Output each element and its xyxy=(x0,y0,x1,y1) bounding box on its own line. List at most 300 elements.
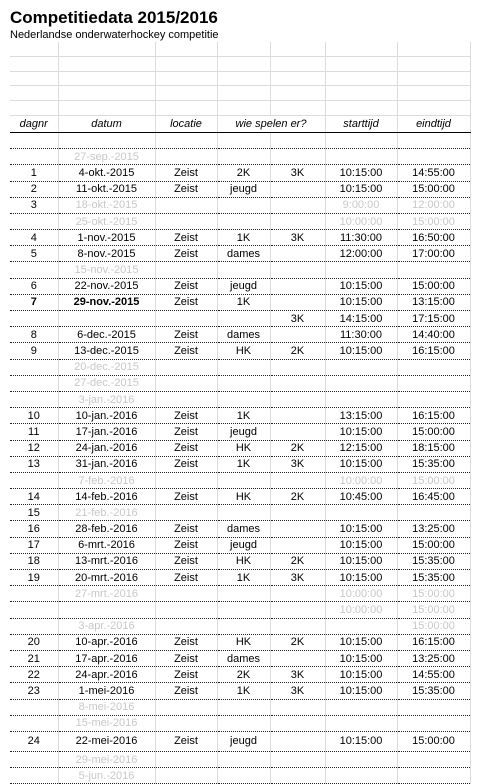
table-row xyxy=(10,181,470,197)
cell-dagnr: 22 xyxy=(10,667,58,683)
blank-row xyxy=(10,86,470,101)
table-row xyxy=(10,650,470,666)
cell-eindtijd: 16:50:00 xyxy=(397,230,470,246)
cell-locatie xyxy=(155,375,217,391)
cell-starttijd xyxy=(325,715,397,731)
cell-starttijd: 10:00:00 xyxy=(325,586,397,602)
cell-wie-2 xyxy=(270,472,325,488)
cell-wie-1: HK xyxy=(217,553,270,569)
cell-starttijd: 10:15:00 xyxy=(325,294,397,310)
header-starttijd: starttijd xyxy=(325,115,397,132)
cell-wie-1 xyxy=(217,472,270,488)
cell-dagnr: 2 xyxy=(10,181,58,197)
cell-dagnr xyxy=(10,586,58,602)
header-wie: wie spelen er? xyxy=(217,115,325,132)
cell-eindtijd: 15:35:00 xyxy=(397,570,470,586)
cell-wie-2 xyxy=(270,213,325,229)
cell-wie-2 xyxy=(270,408,325,424)
cell-wie-2 xyxy=(270,715,325,731)
cell-datum xyxy=(58,602,155,618)
table-row xyxy=(10,230,470,246)
table-row xyxy=(10,505,470,521)
cell-locatie: Zeist xyxy=(155,521,217,537)
cell-wie-2 xyxy=(270,375,325,391)
cell-wie-2 xyxy=(270,132,325,148)
cell-wie-1: 1K xyxy=(217,408,270,424)
cell-wie-2 xyxy=(270,262,325,278)
cell-dagnr: 9 xyxy=(10,343,58,359)
cell-eindtijd xyxy=(397,715,470,731)
cell-datum: 25-okt.-2015 xyxy=(58,213,155,229)
cell-starttijd: 10:15:00 xyxy=(325,537,397,553)
cell-eindtijd: 15:35:00 xyxy=(397,456,470,472)
cell-starttijd xyxy=(325,375,397,391)
cell-wie-1: jeugd xyxy=(217,278,270,294)
cell-datum: 6-mrt.-2016 xyxy=(58,537,155,553)
cell-datum: 8-nov.-2015 xyxy=(58,246,155,262)
cell-eindtijd: 13:25:00 xyxy=(397,521,470,537)
cell-wie-2: 3K xyxy=(270,165,325,181)
cell-wie-2 xyxy=(270,751,325,767)
blank-row xyxy=(10,42,470,56)
cell-wie-1 xyxy=(217,699,270,715)
cell-dagnr: 11 xyxy=(10,424,58,440)
cell-eindtijd: 15:00:00 xyxy=(397,537,470,553)
table-row xyxy=(10,246,470,262)
table-row xyxy=(10,375,470,391)
cell-dagnr xyxy=(10,359,58,375)
table-row xyxy=(10,440,470,456)
cell-datum xyxy=(58,311,155,327)
table-row xyxy=(10,294,470,310)
cell-locatie: Zeist xyxy=(155,278,217,294)
header-datum: datum xyxy=(58,115,155,132)
cell-datum: 24-apr.-2016 xyxy=(58,667,155,683)
table-row xyxy=(10,278,470,294)
cell-starttijd: 10:15:00 xyxy=(325,570,397,586)
table-row xyxy=(10,586,470,602)
cell-dagnr xyxy=(10,213,58,229)
schedule-table xyxy=(10,42,471,784)
cell-dagnr: 18 xyxy=(10,553,58,569)
cell-eindtijd: 17:15:00 xyxy=(397,311,470,327)
table-row xyxy=(10,751,470,767)
cell-locatie: Zeist xyxy=(155,165,217,181)
cell-locatie: Zeist xyxy=(155,294,217,310)
cell-dagnr xyxy=(10,699,58,715)
cell-eindtijd: 17:00:00 xyxy=(397,246,470,262)
cell-locatie: Zeist xyxy=(155,683,217,699)
cell-wie-1: dames xyxy=(217,246,270,262)
cell-wie-2 xyxy=(270,391,325,407)
cell-datum: 22-mei-2016 xyxy=(58,731,155,751)
cell-wie-2: 3K xyxy=(270,456,325,472)
cell-locatie: Zeist xyxy=(155,667,217,683)
cell-wie-1: HK xyxy=(217,440,270,456)
cell-locatie xyxy=(155,359,217,375)
cell-datum: 18-okt.-2015 xyxy=(58,197,155,213)
cell-wie-1: HK xyxy=(217,489,270,505)
table-row xyxy=(10,521,470,537)
cell-starttijd xyxy=(325,359,397,375)
cell-datum: 11-okt.-2015 xyxy=(58,181,155,197)
cell-dagnr: 24 xyxy=(10,731,58,751)
cell-wie-2: 2K xyxy=(270,440,325,456)
cell-wie-1 xyxy=(217,768,270,784)
cell-locatie xyxy=(155,472,217,488)
cell-dagnr: 17 xyxy=(10,537,58,553)
cell-eindtijd: 12:00:00 xyxy=(397,197,470,213)
cell-starttijd xyxy=(325,505,397,521)
cell-eindtijd: 14:55:00 xyxy=(397,667,470,683)
cell-locatie xyxy=(155,391,217,407)
cell-datum: 27-dec.-2015 xyxy=(58,375,155,391)
cell-dagnr: 21 xyxy=(10,650,58,666)
table-row xyxy=(10,683,470,699)
cell-starttijd xyxy=(325,699,397,715)
cell-wie-1 xyxy=(217,391,270,407)
cell-starttijd: 10:15:00 xyxy=(325,181,397,197)
cell-locatie: Zeist xyxy=(155,343,217,359)
cell-wie-2: 3K xyxy=(270,311,325,327)
cell-dagnr: 15 xyxy=(10,505,58,521)
cell-datum: 17-apr.-2016 xyxy=(58,650,155,666)
cell-starttijd: 10:00:00 xyxy=(325,472,397,488)
page-title: Competitiedata 2015/2016 xyxy=(10,8,218,27)
cell-eindtijd: 16:15:00 xyxy=(397,343,470,359)
cell-wie-1 xyxy=(217,132,270,148)
cell-eindtijd xyxy=(397,391,470,407)
cell-starttijd: 9:00:00 xyxy=(325,197,397,213)
cell-locatie xyxy=(155,132,217,148)
cell-locatie: Zeist xyxy=(155,424,217,440)
cell-wie-1: 1K xyxy=(217,230,270,246)
cell-wie-1 xyxy=(217,586,270,602)
cell-starttijd: 10:15:00 xyxy=(325,650,397,666)
cell-wie-1 xyxy=(217,602,270,618)
cell-dagnr xyxy=(10,768,58,784)
cell-dagnr: 13 xyxy=(10,456,58,472)
table-row xyxy=(10,132,470,148)
cell-locatie xyxy=(155,505,217,521)
cell-wie-2 xyxy=(270,327,325,343)
cell-wie-2 xyxy=(270,537,325,553)
blank-row xyxy=(10,56,470,71)
cell-starttijd: 10:00:00 xyxy=(325,213,397,229)
cell-dagnr: 8 xyxy=(10,327,58,343)
page-subtitle: Nederlandse onderwaterhockey competitie xyxy=(10,29,219,41)
cell-wie-1 xyxy=(217,751,270,767)
cell-locatie: Zeist xyxy=(155,634,217,650)
cell-locatie: Zeist xyxy=(155,537,217,553)
cell-datum: 15-nov.-2015 xyxy=(58,262,155,278)
cell-wie-1 xyxy=(217,262,270,278)
blank-row xyxy=(10,71,470,86)
cell-dagnr xyxy=(10,132,58,148)
cell-eindtijd: 15:00:00 xyxy=(397,213,470,229)
cell-wie-2 xyxy=(270,149,325,165)
cell-starttijd: 10:15:00 xyxy=(325,278,397,294)
cell-wie-1: 1K xyxy=(217,683,270,699)
cell-starttijd: 12:15:00 xyxy=(325,440,397,456)
cell-starttijd: 10:15:00 xyxy=(325,553,397,569)
cell-wie-2: 2K xyxy=(270,489,325,505)
cell-datum: 27-sep.-2015 xyxy=(58,149,155,165)
cell-wie-2: 2K xyxy=(270,553,325,569)
cell-datum: 1-mei-2016 xyxy=(58,683,155,699)
header-eindtijd: eindtijd xyxy=(397,115,470,132)
cell-locatie: Zeist xyxy=(155,456,217,472)
table-row xyxy=(10,537,470,553)
cell-eindtijd xyxy=(397,359,470,375)
cell-wie-2 xyxy=(270,505,325,521)
cell-datum: 3-apr.-2016 xyxy=(58,618,155,634)
cell-dagnr xyxy=(10,472,58,488)
cell-eindtijd: 15:00:00 xyxy=(397,424,470,440)
cell-starttijd: 10:15:00 xyxy=(325,731,397,751)
table-row xyxy=(10,213,470,229)
cell-datum: 24-jan.-2016 xyxy=(58,440,155,456)
cell-locatie xyxy=(155,715,217,731)
cell-wie-2 xyxy=(270,246,325,262)
cell-starttijd: 13:15:00 xyxy=(325,408,397,424)
cell-wie-1 xyxy=(217,359,270,375)
cell-locatie xyxy=(155,751,217,767)
cell-wie-1: dames xyxy=(217,650,270,666)
cell-eindtijd: 15:00:00 xyxy=(397,618,470,634)
cell-datum: 10-jan.-2016 xyxy=(58,408,155,424)
cell-locatie: Zeist xyxy=(155,553,217,569)
cell-wie-2 xyxy=(270,197,325,213)
cell-dagnr: 3 xyxy=(10,197,58,213)
cell-locatie xyxy=(155,768,217,784)
cell-datum: 3-jan.-2016 xyxy=(58,391,155,407)
cell-starttijd: 10:45:00 xyxy=(325,489,397,505)
cell-eindtijd: 15:00:00 xyxy=(397,278,470,294)
cell-datum: 20-mrt.-2016 xyxy=(58,570,155,586)
cell-eindtijd xyxy=(397,262,470,278)
cell-locatie: Zeist xyxy=(155,489,217,505)
cell-wie-1 xyxy=(217,213,270,229)
cell-wie-2 xyxy=(270,586,325,602)
cell-locatie: Zeist xyxy=(155,246,217,262)
cell-wie-2: 3K xyxy=(270,683,325,699)
cell-starttijd: 10:15:00 xyxy=(325,521,397,537)
cell-locatie: Zeist xyxy=(155,650,217,666)
cell-eindtijd: 15:00:00 xyxy=(397,181,470,197)
table-row xyxy=(10,768,470,784)
cell-eindtijd xyxy=(397,375,470,391)
cell-wie-2 xyxy=(270,650,325,666)
cell-dagnr: 5 xyxy=(10,246,58,262)
cell-starttijd xyxy=(325,768,397,784)
cell-locatie: Zeist xyxy=(155,570,217,586)
cell-locatie: Zeist xyxy=(155,230,217,246)
cell-starttijd: 10:15:00 xyxy=(325,424,397,440)
cell-wie-1 xyxy=(217,715,270,731)
cell-dagnr: 10 xyxy=(10,408,58,424)
cell-starttijd: 10:15:00 xyxy=(325,634,397,650)
header-dagnr: dagnr xyxy=(10,115,58,132)
cell-datum: 13-dec.-2015 xyxy=(58,343,155,359)
cell-wie-1: dames xyxy=(217,521,270,537)
cell-dagnr xyxy=(10,618,58,634)
table-row xyxy=(10,424,470,440)
cell-datum: 29-nov.-2015 xyxy=(58,294,155,310)
cell-dagnr xyxy=(10,311,58,327)
cell-eindtijd: 16:15:00 xyxy=(397,634,470,650)
cell-eindtijd: 13:15:00 xyxy=(397,294,470,310)
cell-datum: 13-mrt.-2016 xyxy=(58,553,155,569)
cell-starttijd: 11:30:00 xyxy=(325,327,397,343)
table-row xyxy=(10,197,470,213)
cell-dagnr: 19 xyxy=(10,570,58,586)
cell-datum: 31-jan.-2016 xyxy=(58,456,155,472)
cell-eindtijd xyxy=(397,699,470,715)
cell-eindtijd xyxy=(397,505,470,521)
cell-eindtijd: 16:45:00 xyxy=(397,489,470,505)
cell-eindtijd: 15:35:00 xyxy=(397,553,470,569)
cell-wie-2 xyxy=(270,699,325,715)
cell-eindtijd xyxy=(397,149,470,165)
cell-wie-2 xyxy=(270,181,325,197)
cell-datum: 29-mei-2016 xyxy=(58,751,155,767)
cell-datum: 8-mei-2016 xyxy=(58,699,155,715)
cell-datum: 27-mrt.-2016 xyxy=(58,586,155,602)
cell-locatie: Zeist xyxy=(155,327,217,343)
table-row xyxy=(10,472,470,488)
table-row xyxy=(10,149,470,165)
cell-eindtijd: 15:00:00 xyxy=(397,586,470,602)
table-row xyxy=(10,343,470,359)
cell-wie-2 xyxy=(270,731,325,751)
cell-locatie: Zeist xyxy=(155,408,217,424)
cell-dagnr: 23 xyxy=(10,683,58,699)
cell-locatie xyxy=(155,586,217,602)
cell-wie-1: 1K xyxy=(217,570,270,586)
cell-dagnr xyxy=(10,391,58,407)
table-row xyxy=(10,456,470,472)
cell-wie-1: jeugd xyxy=(217,424,270,440)
cell-eindtijd: 18:15:00 xyxy=(397,440,470,456)
cell-dagnr: 6 xyxy=(10,278,58,294)
cell-eindtijd: 15:00:00 xyxy=(397,731,470,751)
cell-datum: 28-feb.-2016 xyxy=(58,521,155,537)
cell-eindtijd: 14:40:00 xyxy=(397,327,470,343)
table-row xyxy=(10,165,470,181)
cell-wie-1: 1K xyxy=(217,456,270,472)
cell-wie-2 xyxy=(270,294,325,310)
cell-eindtijd: 15:35:00 xyxy=(397,683,470,699)
cell-locatie xyxy=(155,602,217,618)
cell-starttijd: 10:15:00 xyxy=(325,683,397,699)
cell-datum: 20-dec.-2015 xyxy=(58,359,155,375)
table-row xyxy=(10,359,470,375)
header-locatie: locatie xyxy=(155,115,217,132)
cell-starttijd: 14:15:00 xyxy=(325,311,397,327)
cell-wie-1: 2K xyxy=(217,667,270,683)
cell-wie-2 xyxy=(270,278,325,294)
cell-wie-1 xyxy=(217,311,270,327)
cell-dagnr xyxy=(10,262,58,278)
table-row xyxy=(10,699,470,715)
cell-starttijd: 10:15:00 xyxy=(325,456,397,472)
cell-datum: 7-feb.-2016 xyxy=(58,472,155,488)
cell-datum: 21-feb.-2016 xyxy=(58,505,155,521)
cell-wie-2: 3K xyxy=(270,570,325,586)
cell-datum: 22-nov.-2015 xyxy=(58,278,155,294)
cell-locatie xyxy=(155,618,217,634)
table-row xyxy=(10,634,470,650)
table-row xyxy=(10,262,470,278)
cell-wie-1: dames xyxy=(217,327,270,343)
cell-wie-1 xyxy=(217,375,270,391)
cell-eindtijd xyxy=(397,768,470,784)
cell-wie-1: jeugd xyxy=(217,181,270,197)
table-row xyxy=(10,391,470,407)
cell-starttijd: 10:15:00 xyxy=(325,343,397,359)
cell-datum: 17-jan.-2016 xyxy=(58,424,155,440)
cell-wie-1: jeugd xyxy=(217,731,270,751)
cell-wie-2 xyxy=(270,521,325,537)
cell-locatie: Zeist xyxy=(155,731,217,751)
cell-dagnr xyxy=(10,602,58,618)
cell-datum: 6-dec.-2015 xyxy=(58,327,155,343)
cell-starttijd xyxy=(325,618,397,634)
cell-wie-2 xyxy=(270,424,325,440)
cell-eindtijd: 15:00:00 xyxy=(397,602,470,618)
cell-wie-2 xyxy=(270,618,325,634)
cell-wie-1: 2K xyxy=(217,165,270,181)
cell-starttijd: 11:30:00 xyxy=(325,230,397,246)
spreadsheet xyxy=(10,8,484,784)
table-row xyxy=(10,618,470,634)
cell-starttijd xyxy=(325,391,397,407)
cell-wie-2: 2K xyxy=(270,634,325,650)
cell-dagnr xyxy=(10,375,58,391)
table-row xyxy=(10,602,470,618)
cell-datum xyxy=(58,132,155,148)
cell-datum: 15-mei-2016 xyxy=(58,715,155,731)
cell-wie-2 xyxy=(270,602,325,618)
cell-dagnr: 1 xyxy=(10,165,58,181)
table-row xyxy=(10,731,470,751)
cell-dagnr xyxy=(10,751,58,767)
cell-locatie: Zeist xyxy=(155,440,217,456)
cell-wie-2: 3K xyxy=(270,230,325,246)
cell-starttijd: 10:15:00 xyxy=(325,165,397,181)
cell-locatie xyxy=(155,213,217,229)
cell-eindtijd xyxy=(397,751,470,767)
table-row xyxy=(10,489,470,505)
table-row xyxy=(10,667,470,683)
cell-wie-1 xyxy=(217,505,270,521)
cell-dagnr xyxy=(10,715,58,731)
cell-locatie xyxy=(155,262,217,278)
cell-locatie xyxy=(155,699,217,715)
cell-eindtijd: 14:55:00 xyxy=(397,165,470,181)
cell-dagnr: 4 xyxy=(10,230,58,246)
cell-starttijd: 10:15:00 xyxy=(325,667,397,683)
cell-starttijd: 10:00:00 xyxy=(325,602,397,618)
cell-wie-1: 1K xyxy=(217,294,270,310)
header-row xyxy=(10,115,470,132)
cell-datum: 10-apr.-2016 xyxy=(58,634,155,650)
cell-wie-1 xyxy=(217,618,270,634)
cell-starttijd xyxy=(325,262,397,278)
cell-eindtijd xyxy=(397,132,470,148)
cell-datum: 1-nov.-2015 xyxy=(58,230,155,246)
